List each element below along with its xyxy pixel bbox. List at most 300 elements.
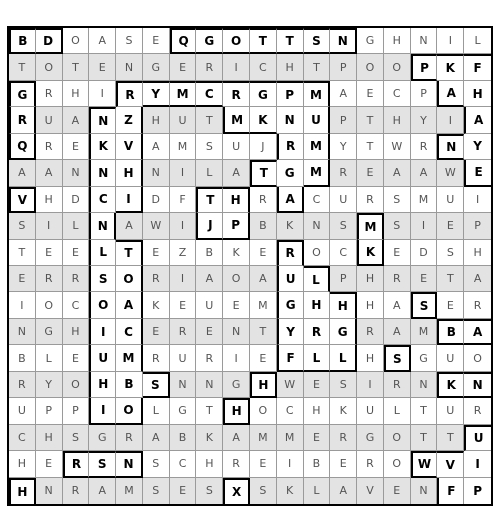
letter-cell[interactable]: X — [223, 478, 250, 504]
letter-cell[interactable]: H — [196, 451, 223, 477]
letter-cell[interactable]: E — [437, 213, 464, 239]
letter-cell[interactable]: P — [473, 483, 482, 498]
letter-cell[interactable]: H — [304, 398, 331, 424]
letter-cell[interactable]: G — [357, 28, 384, 54]
letter-cell[interactable]: U — [36, 107, 63, 133]
letter-cell[interactable]: A — [63, 107, 90, 133]
letter-cell[interactable]: R — [9, 372, 36, 398]
letter-cell[interactable]: H — [89, 372, 116, 398]
letter-cell[interactable]: U — [170, 345, 197, 371]
letter-cell[interactable]: M — [250, 292, 277, 318]
letter-cell[interactable]: M — [411, 187, 438, 213]
letter-cell[interactable]: G — [330, 319, 357, 345]
letter-cell[interactable]: I — [170, 213, 197, 239]
letter-cell[interactable]: A — [89, 478, 116, 504]
letter-cell[interactable]: U — [304, 107, 331, 133]
letter-cell[interactable]: R — [63, 451, 90, 477]
letter-cell[interactable]: H — [143, 107, 170, 133]
letter-cell[interactable]: N — [277, 107, 304, 133]
letter-cell[interactable]: T — [196, 107, 223, 133]
letter-cell[interactable]: O — [464, 345, 491, 371]
letter-cell[interactable]: H — [277, 54, 304, 80]
letter-cell[interactable]: O — [250, 398, 277, 424]
letter-cell[interactable]: I — [223, 345, 250, 371]
letter-cell[interactable]: H — [9, 451, 36, 477]
letter-cell[interactable]: J — [196, 213, 223, 239]
letter-cell[interactable]: U — [223, 134, 250, 160]
letter-cell[interactable]: O — [63, 28, 90, 54]
letter-cell[interactable]: H — [384, 28, 411, 54]
letter-cell[interactable]: W — [384, 134, 411, 160]
letter-cell[interactable]: U — [277, 266, 304, 292]
letter-cell[interactable]: R — [116, 81, 143, 107]
letter-cell[interactable]: H — [357, 292, 384, 318]
letter-cell[interactable]: T — [250, 160, 277, 186]
letter-cell[interactable]: S — [330, 372, 357, 398]
letter-cell[interactable]: A — [277, 187, 304, 213]
letter-cell[interactable]: T — [9, 240, 36, 266]
letter-cell[interactable]: A — [223, 425, 250, 451]
letter-cell[interactable]: T — [9, 54, 36, 80]
letter-cell[interactable]: C — [89, 187, 116, 213]
letter-cell[interactable]: B — [9, 345, 36, 371]
letter-cell[interactable]: H — [464, 81, 491, 107]
letter-cell[interactable]: D — [63, 187, 90, 213]
letter-cell[interactable]: R — [464, 398, 491, 424]
letter-cell[interactable]: T — [437, 266, 464, 292]
letter-cell[interactable]: H — [330, 292, 357, 318]
letter-cell[interactable]: N — [36, 478, 63, 504]
letter-cell[interactable]: H — [36, 187, 63, 213]
letter-cell[interactable]: E — [63, 134, 90, 160]
letter-cell[interactable]: S — [330, 213, 357, 239]
letter-cell[interactable]: L — [304, 266, 331, 292]
letter-cell[interactable]: S — [196, 134, 223, 160]
letter-cell[interactable]: N — [143, 160, 170, 186]
letter-cell[interactable]: T — [304, 54, 331, 80]
letter-cell[interactable]: P — [411, 81, 438, 107]
letter-cell[interactable]: I — [36, 213, 63, 239]
letter-cell[interactable]: E — [304, 372, 331, 398]
letter-cell[interactable]: U — [357, 398, 384, 424]
letter-cell[interactable]: C — [196, 81, 223, 107]
letter-cell[interactable]: E — [357, 81, 384, 107]
letter-cell[interactable]: E — [330, 451, 357, 477]
letter-cell[interactable]: E — [36, 451, 63, 477]
letter-cell[interactable]: O — [384, 451, 411, 477]
letter-cell[interactable]: K — [330, 398, 357, 424]
letter-cell[interactable]: T — [411, 425, 438, 451]
letter-cell[interactable]: A — [143, 134, 170, 160]
letter-cell[interactable]: A — [116, 292, 143, 318]
letter-cell[interactable]: T — [63, 54, 90, 80]
letter-cell[interactable]: R — [196, 345, 223, 371]
letter-cell[interactable]: H — [384, 107, 411, 133]
letter-cell[interactable]: I — [464, 451, 491, 477]
letter-cell[interactable]: I — [89, 81, 116, 107]
letter-cell[interactable]: L — [63, 213, 90, 239]
letter-cell[interactable]: I — [170, 160, 197, 186]
letter-cell[interactable]: O — [116, 266, 143, 292]
letter-cell[interactable]: T — [196, 187, 223, 213]
letter-cell[interactable]: F — [277, 345, 304, 371]
letter-cell[interactable]: B — [250, 213, 277, 239]
letter-cell[interactable]: A — [250, 266, 277, 292]
letter-cell[interactable]: H — [223, 398, 250, 424]
letter-cell[interactable]: E — [250, 451, 277, 477]
letter-cell[interactable]: A — [384, 292, 411, 318]
letter-cell[interactable]: R — [143, 266, 170, 292]
letter-cell[interactable]: R — [384, 372, 411, 398]
letter-cell[interactable]: T — [196, 398, 223, 424]
letter-cell[interactable]: B — [9, 28, 36, 54]
letter-cell[interactable]: S — [143, 451, 170, 477]
letter-cell[interactable]: W — [143, 213, 170, 239]
letter-cell[interactable]: L — [304, 345, 331, 371]
letter-cell[interactable]: A — [330, 81, 357, 107]
letter-cell[interactable]: E — [464, 160, 491, 186]
letter-cell[interactable]: R — [250, 187, 277, 213]
letter-cell[interactable]: E — [304, 425, 331, 451]
letter-cell[interactable]: J — [250, 134, 277, 160]
letter-cell[interactable]: K — [277, 213, 304, 239]
letter-cell[interactable]: K — [437, 54, 464, 80]
letter-cell[interactable]: R — [143, 345, 170, 371]
letter-cell[interactable]: Q — [170, 28, 197, 54]
letter-cell[interactable]: R — [63, 266, 90, 292]
letter-cell[interactable]: M — [170, 81, 197, 107]
letter-cell[interactable]: R — [36, 134, 63, 160]
letter-cell[interactable]: U — [437, 345, 464, 371]
letter-cell[interactable]: I — [437, 28, 464, 54]
letter-cell[interactable]: E — [250, 240, 277, 266]
letter-cell[interactable]: W — [277, 372, 304, 398]
letter-cell[interactable]: A — [437, 81, 464, 107]
letter-cell[interactable]: F — [464, 54, 491, 80]
letter-cell[interactable]: I — [89, 398, 116, 424]
letter-cell[interactable]: E — [170, 54, 197, 80]
letter-cell[interactable]: L — [36, 345, 63, 371]
letter-cell[interactable]: E — [196, 319, 223, 345]
letter-cell[interactable]: O — [116, 398, 143, 424]
letter-cell[interactable]: R — [304, 319, 331, 345]
letter-cell[interactable]: S — [9, 213, 36, 239]
letter-cell[interactable]: V — [116, 134, 143, 160]
letter-cell[interactable]: H — [63, 81, 90, 107]
letter-cell[interactable]: K — [277, 478, 304, 504]
letter-cell[interactable]: A — [9, 160, 36, 186]
letter-cell[interactable]: L — [464, 28, 491, 54]
letter-cell[interactable]: U — [170, 107, 197, 133]
letter-cell[interactable]: L — [143, 398, 170, 424]
letter-cell[interactable]: M — [116, 345, 143, 371]
letter-cell[interactable]: N — [411, 478, 438, 504]
letter-cell[interactable]: Y — [36, 372, 63, 398]
letter-cell[interactable]: R — [223, 451, 250, 477]
letter-cell[interactable]: S — [143, 478, 170, 504]
letter-cell[interactable]: H — [304, 292, 331, 318]
letter-cell[interactable]: H — [357, 266, 384, 292]
letter-cell[interactable]: B — [116, 372, 143, 398]
letter-cell[interactable]: O — [357, 54, 384, 80]
letter-cell[interactable]: H — [250, 372, 277, 398]
letter-cell[interactable]: A — [464, 266, 491, 292]
letter-cell[interactable]: P — [330, 107, 357, 133]
letter-cell[interactable]: G — [277, 292, 304, 318]
letter-cell[interactable]: Y — [277, 319, 304, 345]
letter-cell[interactable]: H — [63, 319, 90, 345]
letter-cell[interactable]: K — [89, 134, 116, 160]
letter-cell[interactable]: R — [330, 160, 357, 186]
letter-cell[interactable]: O — [223, 266, 250, 292]
letter-cell[interactable]: R — [36, 81, 63, 107]
letter-cell[interactable]: M — [170, 134, 197, 160]
letter-cell[interactable]: E — [384, 478, 411, 504]
letter-cell[interactable]: T — [357, 107, 384, 133]
letter-cell[interactable]: A — [89, 28, 116, 54]
letter-cell[interactable]: L — [304, 478, 331, 504]
letter-cell[interactable]: N — [330, 28, 357, 54]
letter-cell[interactable]: H — [116, 160, 143, 186]
letter-cell[interactable]: P — [330, 266, 357, 292]
letter-cell[interactable]: S — [63, 425, 90, 451]
letter-cell[interactable]: M — [304, 134, 331, 160]
letter-cell[interactable]: U — [464, 425, 491, 451]
letter-cell[interactable]: L — [384, 398, 411, 424]
letter-cell[interactable]: B — [304, 451, 331, 477]
letter-cell[interactable]: E — [36, 240, 63, 266]
letter-cell[interactable]: Y — [411, 107, 438, 133]
letter-cell[interactable]: P — [223, 213, 250, 239]
letter-cell[interactable]: Y — [330, 134, 357, 160]
letter-cell[interactable]: M — [357, 213, 384, 239]
letter-cell[interactable]: T — [250, 28, 277, 54]
letter-cell[interactable]: D — [143, 187, 170, 213]
letter-cell[interactable]: R — [170, 319, 197, 345]
letter-cell[interactable]: T — [437, 425, 464, 451]
letter-cell[interactable]: C — [170, 451, 197, 477]
letter-cell[interactable]: H — [357, 345, 384, 371]
letter-cell[interactable]: G — [196, 28, 223, 54]
letter-cell[interactable]: T — [250, 319, 277, 345]
letter-cell[interactable]: G — [277, 160, 304, 186]
letter-cell[interactable]: M — [277, 425, 304, 451]
letter-cell[interactable]: P — [330, 54, 357, 80]
letter-cell[interactable]: S — [384, 345, 411, 371]
letter-cell[interactable]: N — [116, 451, 143, 477]
letter-cell[interactable]: R — [196, 54, 223, 80]
letter-cell[interactable]: R — [357, 319, 384, 345]
letter-cell[interactable]: I — [9, 292, 36, 318]
letter-cell[interactable]: M — [250, 425, 277, 451]
letter-cell[interactable]: A — [116, 213, 143, 239]
letter-cell[interactable]: K — [357, 240, 384, 266]
letter-cell[interactable]: O — [384, 54, 411, 80]
letter-cell[interactable]: Z — [116, 107, 143, 133]
letter-cell[interactable]: D — [411, 240, 438, 266]
letter-cell[interactable]: I — [357, 372, 384, 398]
letter-cell[interactable]: G — [223, 372, 250, 398]
letter-cell[interactable]: W — [437, 160, 464, 186]
letter-cell[interactable]: R — [36, 266, 63, 292]
letter-cell[interactable]: O — [36, 292, 63, 318]
letter-cell[interactable]: G — [89, 425, 116, 451]
letter-cell[interactable]: N — [464, 372, 491, 398]
letter-cell[interactable]: E — [143, 240, 170, 266]
letter-cell[interactable]: N — [170, 372, 197, 398]
letter-cell[interactable]: O — [63, 372, 90, 398]
letter-cell[interactable]: P — [277, 81, 304, 107]
letter-cell[interactable]: I — [89, 319, 116, 345]
letter-cell[interactable]: D — [36, 28, 63, 54]
letter-cell[interactable]: S — [304, 28, 331, 54]
letter-cell[interactable]: Z — [170, 240, 197, 266]
letter-cell[interactable]: Q — [9, 134, 36, 160]
letter-cell[interactable]: M — [411, 319, 438, 345]
letter-cell[interactable]: U — [89, 345, 116, 371]
letter-cell[interactable]: E — [170, 478, 197, 504]
letter-cell[interactable]: E — [357, 160, 384, 186]
letter-cell[interactable]: N — [304, 213, 331, 239]
letter-cell[interactable]: N — [116, 54, 143, 80]
letter-cell[interactable]: V — [9, 187, 36, 213]
letter-cell[interactable]: T — [277, 28, 304, 54]
letter-cell[interactable]: G — [250, 81, 277, 107]
letter-cell[interactable]: B — [196, 240, 223, 266]
letter-cell[interactable]: C — [116, 319, 143, 345]
letter-cell[interactable]: S — [384, 213, 411, 239]
letter-cell[interactable]: U — [9, 398, 36, 424]
letter-cell[interactable]: G — [36, 319, 63, 345]
letter-cell[interactable]: C — [63, 292, 90, 318]
letter-cell[interactable]: U — [330, 187, 357, 213]
letter-cell[interactable]: T — [357, 134, 384, 160]
letter-cell[interactable]: E — [89, 54, 116, 80]
letter-cell[interactable]: U — [437, 398, 464, 424]
letter-cell[interactable]: I — [116, 187, 143, 213]
letter-cell[interactable]: R — [63, 478, 90, 504]
letter-cell[interactable]: A — [384, 160, 411, 186]
letter-cell[interactable]: H — [223, 187, 250, 213]
letter-cell[interactable]: N — [63, 160, 90, 186]
letter-cell[interactable]: M — [304, 160, 331, 186]
letter-cell[interactable]: N — [89, 160, 116, 186]
letter-cell[interactable]: E — [143, 28, 170, 54]
letter-cell[interactable]: H — [36, 425, 63, 451]
letter-cell[interactable]: M — [304, 81, 331, 107]
letter-cell[interactable]: N — [9, 319, 36, 345]
letter-cell[interactable]: M — [116, 478, 143, 504]
letter-cell[interactable]: O — [384, 425, 411, 451]
letter-cell[interactable]: S — [384, 187, 411, 213]
letter-cell[interactable]: I — [223, 54, 250, 80]
letter-cell[interactable]: C — [304, 187, 331, 213]
letter-cell[interactable]: E — [250, 345, 277, 371]
letter-cell[interactable]: I — [464, 187, 491, 213]
letter-cell[interactable]: I — [411, 213, 438, 239]
letter-cell[interactable]: R — [277, 240, 304, 266]
letter-cell[interactable]: U — [437, 187, 464, 213]
letter-cell[interactable]: A — [464, 319, 491, 345]
letter-cell[interactable]: R — [277, 134, 304, 160]
letter-cell[interactable]: B — [437, 319, 464, 345]
letter-cell[interactable]: N — [196, 372, 223, 398]
letter-cell[interactable]: A — [223, 160, 250, 186]
letter-cell[interactable]: E — [63, 345, 90, 371]
letter-cell[interactable]: S — [250, 478, 277, 504]
letter-cell[interactable]: A — [384, 319, 411, 345]
letter-cell[interactable]: T — [411, 398, 438, 424]
letter-cell[interactable]: P — [63, 398, 90, 424]
letter-cell[interactable]: F — [170, 187, 197, 213]
letter-cell[interactable]: K — [250, 107, 277, 133]
letter-cell[interactable]: P — [36, 398, 63, 424]
letter-cell[interactable]: O — [223, 28, 250, 54]
letter-cell[interactable]: K — [437, 372, 464, 398]
letter-cell[interactable]: G — [170, 398, 197, 424]
letter-cell[interactable]: I — [277, 451, 304, 477]
letter-cell[interactable]: C — [384, 81, 411, 107]
letter-cell[interactable]: E — [384, 240, 411, 266]
letter-cell[interactable]: E — [411, 266, 438, 292]
letter-cell[interactable]: N — [411, 28, 438, 54]
letter-cell[interactable]: C — [330, 240, 357, 266]
letter-cell[interactable]: L — [196, 160, 223, 186]
letter-cell[interactable]: M — [223, 107, 250, 133]
letter-cell[interactable]: S — [196, 478, 223, 504]
letter-cell[interactable]: R — [357, 187, 384, 213]
letter-cell[interactable]: E — [63, 240, 90, 266]
letter-cell[interactable]: Y — [464, 134, 491, 160]
letter-cell[interactable]: S — [89, 451, 116, 477]
letter-cell[interactable]: B — [170, 425, 197, 451]
letter-cell[interactable]: O — [89, 292, 116, 318]
letter-cell[interactable]: P — [411, 54, 438, 80]
letter-cell[interactable]: A — [330, 478, 357, 504]
letter-cell[interactable]: N — [223, 319, 250, 345]
letter-cell[interactable]: A — [464, 107, 491, 133]
letter-cell[interactable]: H — [464, 240, 491, 266]
letter-cell[interactable]: H — [9, 478, 36, 504]
letter-cell[interactable]: W — [411, 451, 438, 477]
letter-cell[interactable]: R — [357, 451, 384, 477]
letter-cell[interactable]: K — [223, 240, 250, 266]
letter-cell[interactable]: E — [170, 292, 197, 318]
letter-cell[interactable]: S — [411, 292, 438, 318]
letter-cell[interactable]: V — [357, 478, 384, 504]
letter-cell[interactable]: E — [9, 266, 36, 292]
letter-cell[interactable]: A — [196, 266, 223, 292]
letter-cell[interactable]: R — [330, 425, 357, 451]
letter-cell[interactable]: S — [437, 240, 464, 266]
letter-cell[interactable]: K — [196, 425, 223, 451]
letter-cell[interactable]: K — [143, 292, 170, 318]
letter-cell[interactable]: V — [437, 451, 464, 477]
letter-cell[interactable]: A — [143, 425, 170, 451]
letter-cell[interactable]: R — [223, 81, 250, 107]
letter-cell[interactable]: C — [250, 54, 277, 80]
letter-cell[interactable]: E — [223, 292, 250, 318]
letter-cell[interactable]: G — [357, 425, 384, 451]
letter-cell[interactable]: L — [89, 240, 116, 266]
letter-cell[interactable]: N — [89, 107, 116, 133]
letter-cell[interactable]: T — [116, 240, 143, 266]
letter-cell[interactable]: G — [143, 54, 170, 80]
letter-cell[interactable]: E — [143, 319, 170, 345]
letter-cell[interactable]: I — [170, 266, 197, 292]
letter-cell[interactable]: A — [36, 160, 63, 186]
letter-cell[interactable]: R — [384, 266, 411, 292]
